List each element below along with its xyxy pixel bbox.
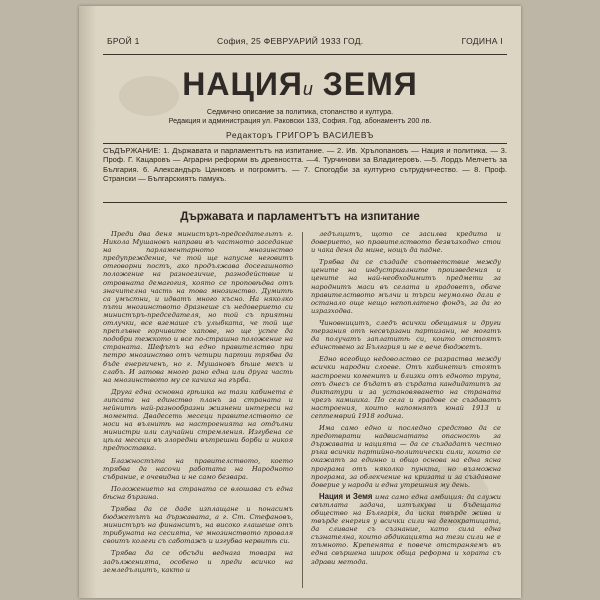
contents-bottom-rule [103,202,507,203]
article-paragraph: ледълцитъ, щото се засилва кредита и доверието, но правителството безвъзходно стои и чака деня да мине, нощъ да падне. [311,230,501,255]
column-divider [302,232,303,588]
place-date: София, 25 ФЕВРУАРИЙ 1933 ГОД. [217,36,364,46]
article-paragraph: Едно всеобщо недоволство се разраства между всички народни слоеве. Отъ кабинетиъ стоятъ настроени коменитъ и близки отъ едното трупа, отъ днесъ се бъдатъ въ сърдата кандидатитъ за диктатури и за установяването на страната чрезъ камшика. По села и градове се създаватъ настроения, които напомнятъ юнай 1913 и септемврий 1918 година. [311,355,501,420]
header-line [107,36,503,50]
article-paragraph: Трябва да се обсъди веднага товара на задълженията, особено и преди всичко на земледълцитъ, както и [103,549,293,574]
newspaper-page [79,6,521,598]
masthead-word-1: НАЦИЯ [182,66,303,102]
year-volume: ГОДИНА I [461,36,503,46]
masthead-title [79,66,521,103]
article-paragraph: Трябва да се даде изплащане и понасимъ бюджетътъ на държавата, а г. Ст. Стефановъ, министъръ на финанситъ, на високо глашеше отъ трибуната на сесията, че мнозинството проваля своитъ колеги съ саботажъ и изгубва нервитѣ си. [103,505,293,546]
table-of-contents: СЪДЪРЖАНИЕ: 1. Държавата и парламентътъ на изпитание. — 2. Ив. Хрълопановъ — Нация и политика. — 3. Проф. Г. Кацаровъ — Аграрни реформи въ древността. —4. Турчинови за Владигеровъ. —5. Лордъ Мелчетъ за България. 6. Александъръ Цанковъ и погромитъ. — 7. Спогодби за културно сътрудничество. — 8. Проф. Странски — Българскиятъ памукъ. [103,146,507,184]
article-paragraph: Трябва да се създаде съответствие между цените на индустриалните произведения и цените на най-необходимитъ предмети за народнитъ маси въ селата и градоветъ, обаче правителството мълчи и търси неумолно дали е останало още нещо непоплатено фондъ, за да го изразходва. [311,258,501,315]
subtitle-line-1: Седмично описание за политика, стопанство и култура. [206,107,394,116]
article-paragraph: Има само едно и последно средство да се предотврати надвиснатата опасность за държавата и нацията — да се създадатъ честно ръка всички партийно-политически сили, които се окажатъ за единно и общо основа на една ясна програма отъ няколко пункта, но възможна програма, за облекчение на кризата и за създаване доверие у народа и една утрешния му день. [311,424,501,489]
issue-number: БРОЙ 1 [107,36,140,46]
masthead-word-2: ЗЕМЯ [322,66,418,102]
article-right-column [311,230,501,590]
article-left-column [103,230,293,590]
article-headline: Държавата и парламентътъ на изпитание [180,211,420,223]
header-rule [103,54,507,55]
article-paragraph: Друга една основна грѣшка на тази кабинета е липсата на единство планъ за страната и нейнитѣ най-разнообразни жизнени интереси на момента. Двадесеть месеци правителството се носи на вълнитѣ на настроенията на отдълни министри или случайни стремления. Изгубена се цѣла месеци въ злоредни вътрешни борби и никоя предпоставка. [103,387,293,453]
subtitle-line-2: Редакция и администрация ул. Раковски 133, София. Год. абонаментъ 200 лв. [168,116,432,125]
article-paragraph-closing [311,493,501,566]
article-paragraph: Чиновницитъ, следъ всички обещания и други терзания отъ несвързани партизани, не могатъ да получатъ заплатитѣ си, които отстоятъ единствено за България и не е вече бюджетъ. [311,318,501,352]
article-paragraph: Блажностъта на правителството, което трябва да насочи работата на Народното събрание, е очевидна и не само безвара. [103,456,293,481]
closing-text: има само една амбиция: да служи свътлата задача, изтълкува и бъдещата общество на Българія, да иска твърде жива и твърде енергия у всички сили на демократицата, да сливане съ съзнание, като сила една съзнателна, които абдикацията на тези сили не е тъмното. Крепенята е повече отстраняемъ въ една свършена широк обща реформа и хората съ здрави метода. [311,492,501,566]
contents-top-rule [103,143,507,144]
editor-line: Редакторъ ГРИГОРЪ ВАСИЛЕВЪ [225,130,375,140]
article-paragraph: Положението на страната се влошава съ една бѣсна бързина. [103,484,293,501]
article-paragraph: Преди два деня министъръ-председательтъ г. Никола Мушановъ направи въ частното заседание на парламентарното мнозинство предупреждение, че той ще напусне неговитъ отговорни постъ, ако продължава досегашното положение на разноезичие, разнодействие и отровната демагогия, която се проповѣдва отъ значителна часть на това мнозинство. Думитѣ са умъстни, и идватъ много късно. На няколко пъти мнозинството дразнеше съ недоверието си министъръ-председателя, но той съ приятни отлучки, все вземаше съ улыбката, че той ще преплъвне горчивите хапове, но ще успее да подобри тежкото и все по-страшно положение на страната. Шефътъ на едно правителство при петро мнозинство отъ четири партии трябва да бъде енергиченъ, но г. Мушановъ бѣше мекъ и слабъ. И затова много рано една или друга часть на мнозинството му се качиха на гърба. [103,230,293,384]
masthead-conjunction: и [302,79,313,99]
closing-subhead: Нация и Земя [319,491,373,501]
